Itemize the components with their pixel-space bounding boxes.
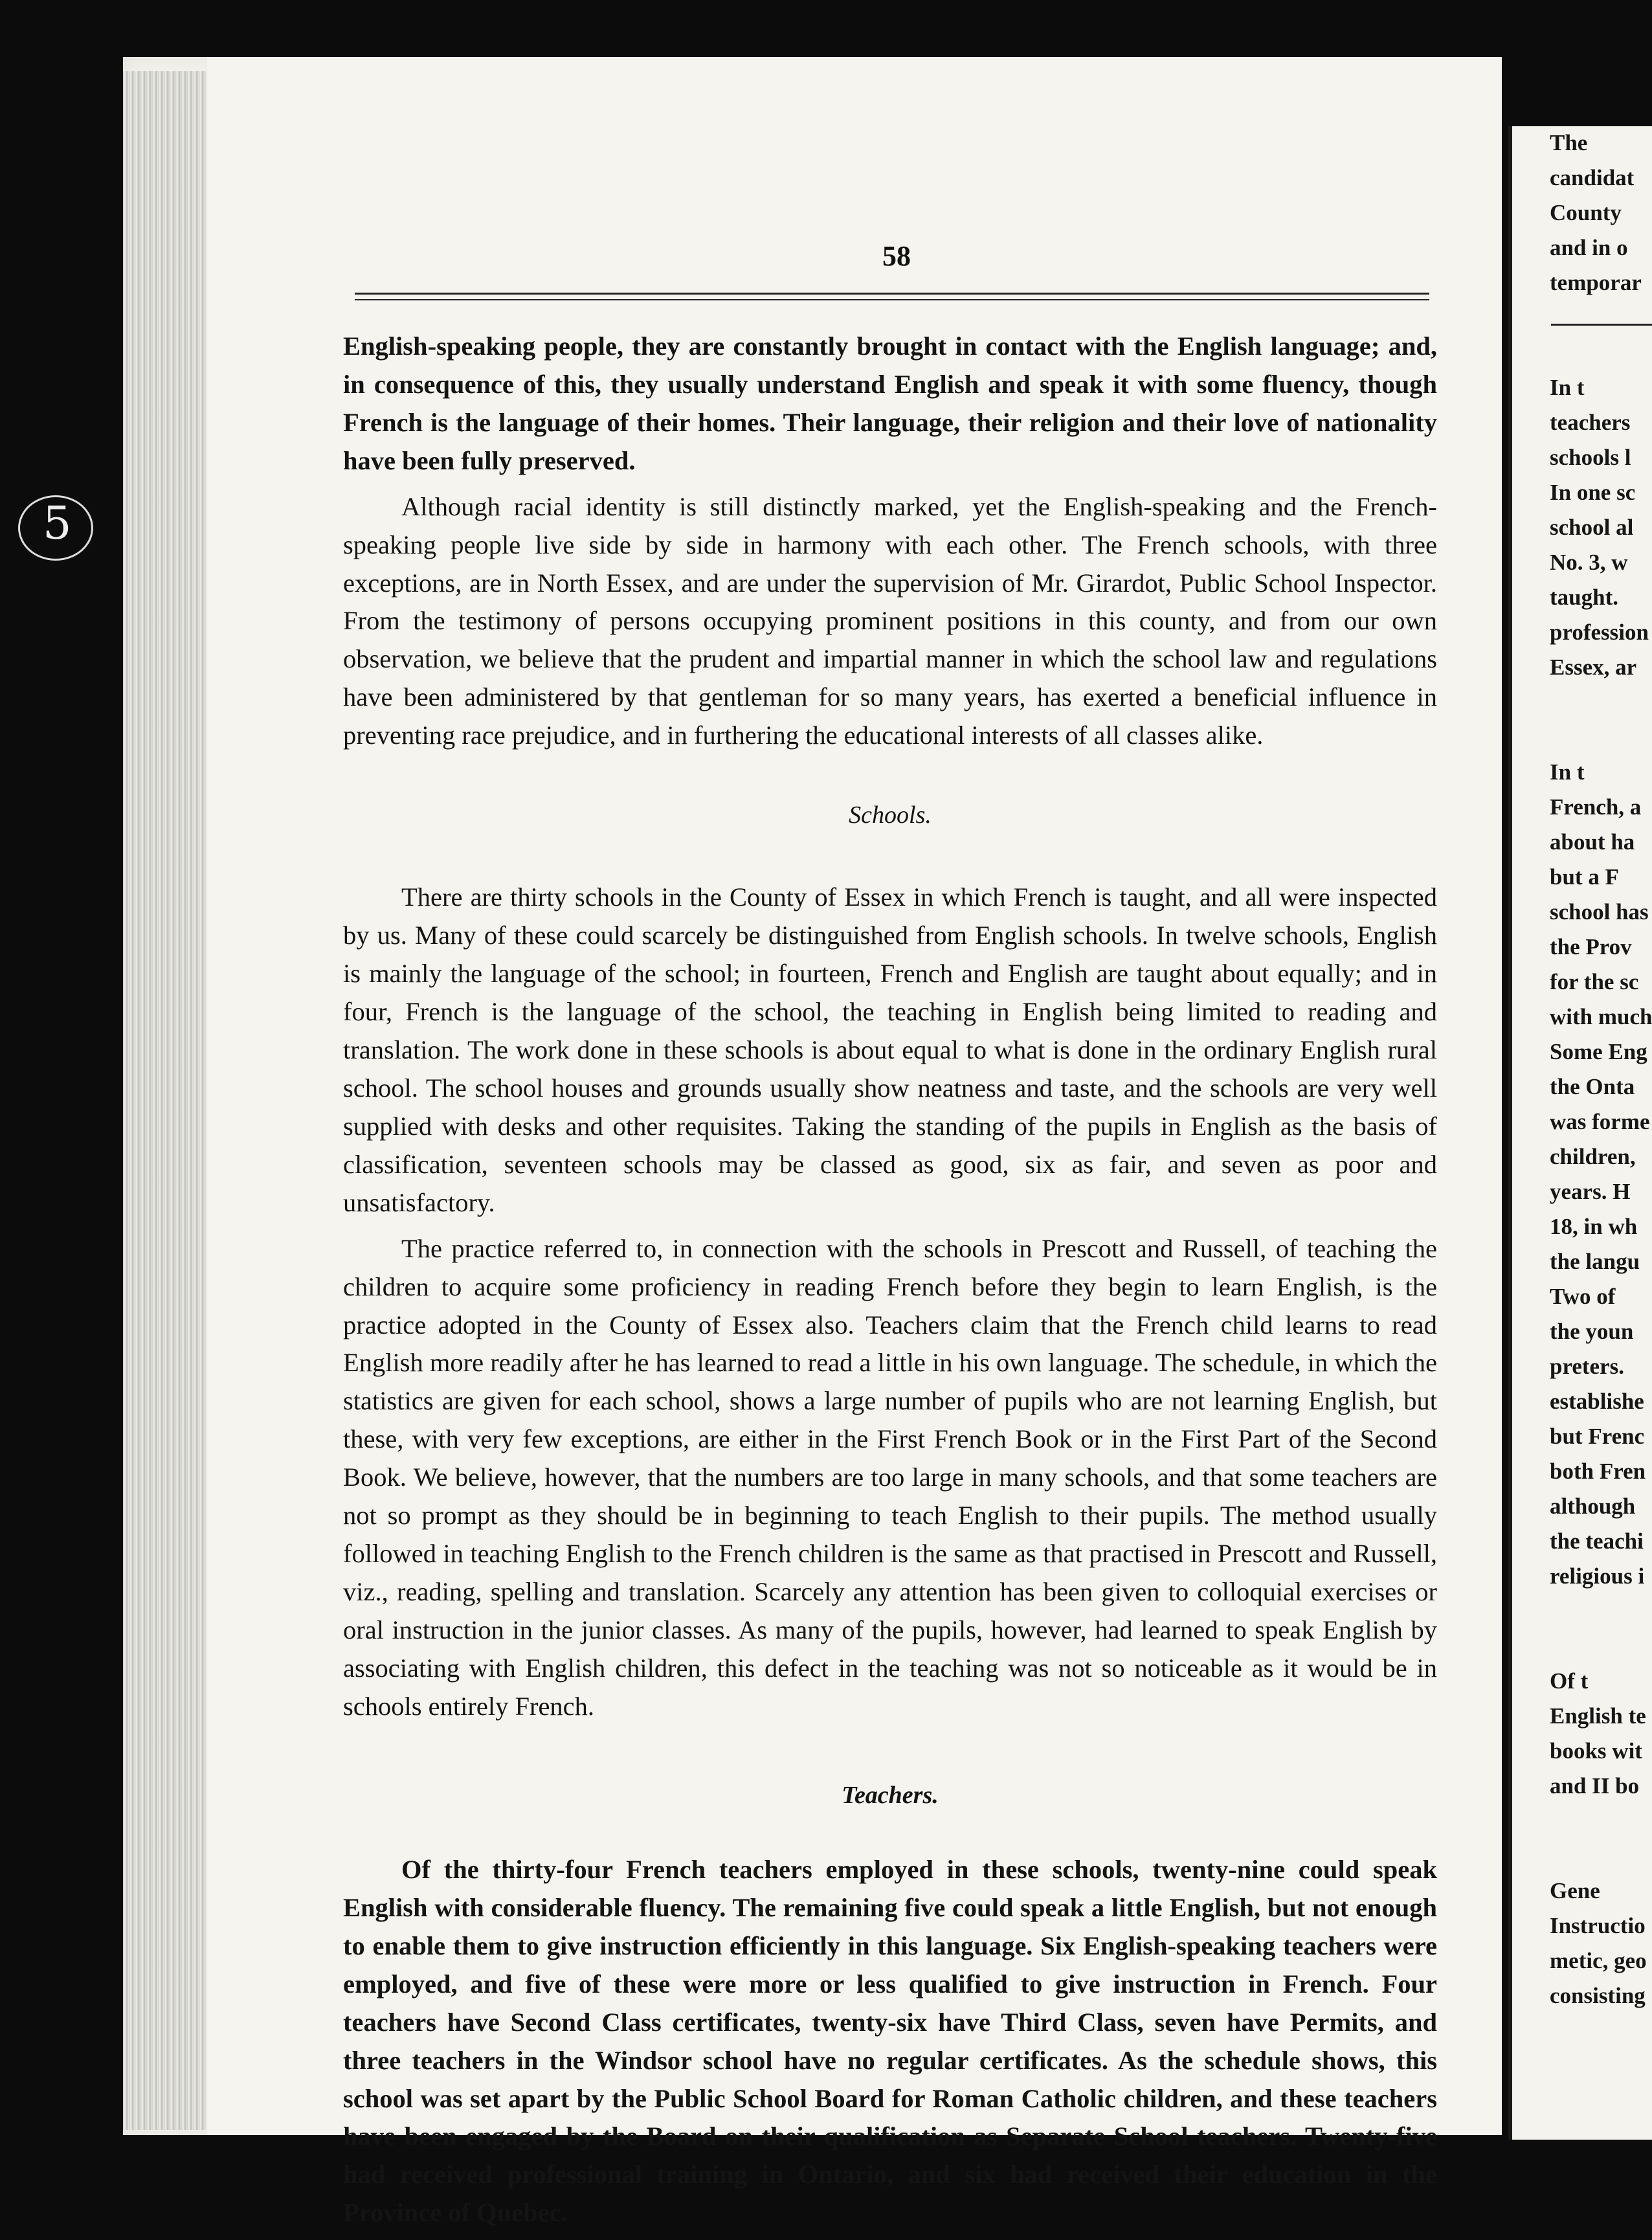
adjacent-page-line: candidat: [1550, 165, 1635, 190]
adjacent-page-line: the teachi: [1550, 1529, 1644, 1554]
adjacent-page-line: the youn: [1550, 1319, 1634, 1344]
adjacent-page-line: preters.: [1550, 1354, 1624, 1379]
adjacent-page-line: taught.: [1550, 585, 1618, 610]
adjacent-page-line: 18, in wh: [1550, 1214, 1638, 1239]
adjacent-page-line: In t: [1550, 375, 1585, 400]
adjacent-page-line: teachers: [1550, 410, 1631, 435]
page-number: 58: [882, 240, 911, 272]
adjacent-page-line: establishe: [1550, 1389, 1644, 1414]
adjacent-page-line: In t: [1550, 759, 1585, 785]
adjacent-page-text: [1550, 126, 1652, 2013]
book-page-edges: [123, 71, 207, 2130]
adjacent-page-line: but a F: [1550, 864, 1619, 890]
paragraph-intro-2: Although racial identity is still distinctly marked, yet the English-speaking and the French-speaking people live side by side in harmony with each other. The French schools, with three exceptions, are in North Essex, and are under the supervision of Mr. Girardot, Public School Inspector. From the testimony of persons occupying prominent positions in this county, and from our own observation, we believe that the prudent and impartial manner in which the school law and regulations have been administered by that gentleman for so many years, has exerted a beneficial influence in preventing race prejudice, and in furthering the educational interests of all classes alike.: [343, 491, 1437, 750]
adjacent-page-line: the Onta: [1550, 1074, 1635, 1099]
section-heading-teachers: Teachers.: [842, 1781, 939, 1809]
adjacent-page-line: years. H: [1550, 1179, 1631, 1204]
adjacent-page-line: Some Eng: [1550, 1039, 1647, 1064]
adjacent-page-line: [1550, 335, 1652, 370]
adjacent-page-line: [1550, 1629, 1652, 1664]
adjacent-page-line: Instructio: [1550, 1913, 1646, 1938]
adjacent-page-line: [1550, 300, 1652, 335]
header-rule-bottom: [355, 299, 1429, 300]
adjacent-page-line: [1550, 1594, 1652, 1629]
adjacent-page-line: [1550, 685, 1652, 720]
adjacent-page-line: and in o: [1550, 235, 1628, 260]
adjacent-page-line: [1550, 720, 1652, 755]
adjacent-page-line: schools l: [1550, 445, 1631, 470]
adjacent-page-line: [1550, 1839, 1652, 1874]
adjacent-page-line: both Fren: [1550, 1459, 1646, 1484]
adjacent-page-line: the Prov: [1550, 934, 1632, 959]
header-rule-top: [355, 293, 1429, 295]
adjacent-page-line: but Frenc: [1550, 1424, 1645, 1449]
adjacent-page-line: school has: [1550, 899, 1649, 924]
adjacent-page-line: for the sc: [1550, 969, 1639, 994]
adjacent-page-line: The: [1550, 130, 1588, 155]
margin-annotation: [18, 495, 96, 560]
adjacent-page-line: Gene: [1550, 1878, 1600, 1903]
adjacent-page-fragment: [1508, 126, 1652, 2140]
adjacent-page-line: with much: [1550, 1004, 1652, 1029]
adjacent-page-line: Of t: [1550, 1668, 1589, 1694]
adjacent-page-line: [1550, 1804, 1652, 1839]
paragraph-intro-1: English-speaking people, they are constantly brought in contact with the English language; and, in consequence of this, they usually understand English and speak it with some fluency, though French is the language of their homes. Their language, their religion and their love of nationality have been fully preserved.: [343, 331, 1437, 475]
adjacent-page-line: French, a: [1550, 794, 1642, 820]
adjacent-page-line: profession: [1550, 620, 1649, 645]
adjacent-page-line: County: [1550, 200, 1622, 225]
paragraph-teachers-1: Of the thirty-four French teachers employed in these schools, twenty-nine could speak English with considerable fluency. The remaining five could speak a little English, but not enough to enable them to give instruction efficiently in this language. Six English-speaking teachers were employed, and five of these were more or less qualified to give instruction in French. Four teachers have Second Class certificates, twenty-six have Third Class, seven have Permits, and three teachers in the Windsor school have no regular certificates. As the schedule shows, this school was set apart by the Public School Board for Roman Catholic children, and these teachers have been engaged by the Board on their qualification as Separate School teachers. Twenty-five had received professional training in Ontario, and six had received their education in the Province of Quebec.: [343, 1854, 1437, 2228]
adjacent-page-line: was forme: [1550, 1109, 1650, 1134]
adjacent-page-line: about ha: [1550, 829, 1635, 855]
section-heading-schools: Schools.: [849, 801, 932, 829]
paragraph-schools-2: The practice referred to, in connection with the schools in Prescott and Russell, of teaching the children to acquire some proficiency in reading French before they begin to learn English, is the practice adopted in the County of Essex also. Teachers claim that the French child learns to read English more readily after he has learned to read a little in his own language. The schedule, in which the statistics are given for each school, shows a large number of pupils who are not learning English, but these, with very few exceptions, are either in the First French Book or in the First Part of the Second Book. We believe, however, that the numbers are too large in many schools, and that some teachers are not so prompt as they should be in beginning to teach English to their pupils. The method usually followed in teaching English to the French children is the same as that practised in Prescott and Russell, viz., reading, spelling and translation. Scarcely any attention has been given to colloquial exercises or oral instruction in the junior classes. As many of the pupils, however, had learned to speak English by associating with English children, this defect in the teaching was not so noticeable as it would be in schools entirely French.: [343, 1233, 1437, 1721]
paragraph-schools-1: There are thirty schools in the County of Essex in which French is taught, and all were inspected by us. Many of these could scarcely be distinguished from English schools. In twelve schools, English is mainly the language of the school; in fourteen, French and English are taught about equally; and in four, French is the language of the school, the teaching in English being limited to reading and translation. The work done in these schools is about equal to what is done in the ordinary English rural school. The school houses and grounds usually show neatness and taste, and the schools are very well supplied with desks and other requisites. Taking the standing of the pupils in English as the basis of classification, seventeen schools may be classed as good, six as fair, and seven as poor and unsatisfactory.: [343, 882, 1437, 1217]
adjacent-page-line: Two of: [1550, 1284, 1616, 1309]
adjacent-page-line: English te: [1550, 1703, 1646, 1729]
margin-annotation-text: 5: [43, 497, 72, 550]
adjacent-page-line: consisting: [1550, 1983, 1646, 2008]
adjacent-page-line: and II bo: [1550, 1773, 1640, 1798]
adjacent-page-line: the langu: [1550, 1249, 1640, 1274]
adjacent-page-line: metic, geo: [1550, 1948, 1647, 1973]
adjacent-page-line: religious i: [1550, 1563, 1645, 1589]
document-body: [343, 328, 1437, 2240]
adjacent-page-line: No. 3, w: [1550, 550, 1628, 575]
adjacent-page-line: temporar: [1550, 270, 1642, 295]
adjacent-page-line: although: [1550, 1494, 1636, 1519]
adjacent-page-line: school al: [1550, 515, 1634, 540]
adjacent-page-line: Essex, ar: [1550, 655, 1637, 680]
adjacent-page-line: In one sc: [1550, 480, 1636, 505]
adjacent-page-line: books wit: [1550, 1738, 1642, 1764]
adjacent-page-line: children,: [1550, 1144, 1636, 1169]
